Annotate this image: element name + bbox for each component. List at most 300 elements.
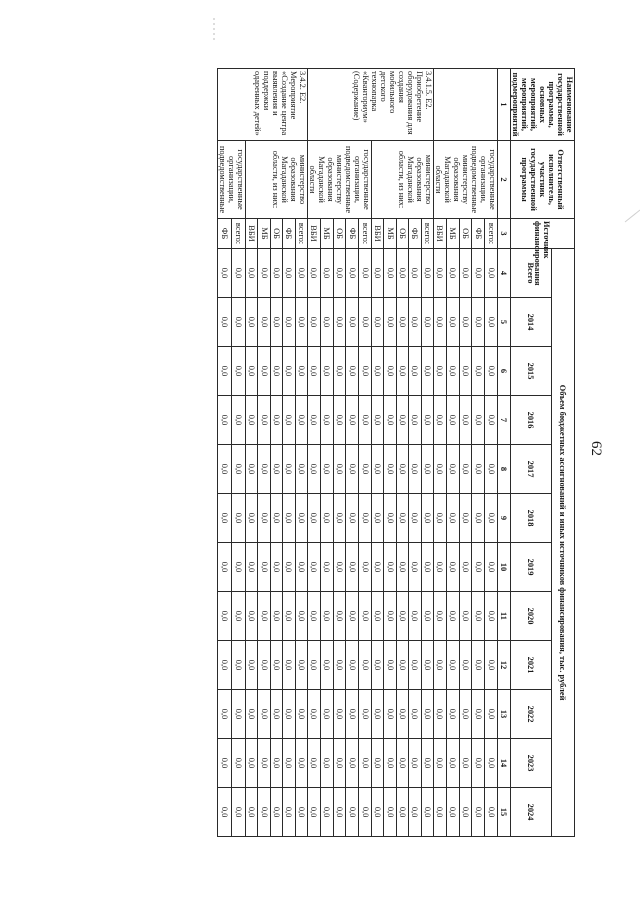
value-year: 0,0 (308, 347, 321, 396)
value-year: 0,0 (295, 347, 307, 396)
value-year: 0,0 (372, 641, 384, 690)
value-year: 0,0 (295, 641, 307, 690)
value-year: 0,0 (308, 788, 321, 837)
funding-source: ФБ (218, 219, 232, 249)
value-year: 0,0 (434, 396, 447, 445)
value-year: 0,0 (246, 445, 258, 494)
value-year: 0,0 (459, 445, 472, 494)
value-year: 0,0 (409, 494, 421, 543)
value-year: 0,0 (359, 641, 372, 690)
value-year: 0,0 (372, 788, 384, 837)
value-year: 0,0 (446, 396, 459, 445)
header-year-2022: 2022 (511, 690, 552, 739)
responsible-executor: государственные организации, подведомственные министерству образования Магаданской области (308, 141, 372, 219)
budget-allocation-table (217, 68, 575, 837)
value-year: 0,0 (459, 347, 472, 396)
value-year: 0,0 (446, 641, 459, 690)
value-year: 0,0 (283, 592, 295, 641)
value-year: 0,0 (258, 641, 270, 690)
column-number: 3 (498, 219, 511, 249)
value-year: 0,0 (320, 494, 333, 543)
funding-source: ФБ (472, 219, 485, 249)
value-total: 0,0 (421, 249, 433, 298)
value-year: 0,0 (270, 543, 282, 592)
header-year-2023: 2023 (511, 739, 552, 788)
value-year: 0,0 (409, 788, 421, 837)
value-year: 0,0 (320, 641, 333, 690)
funding-source: МБ (384, 219, 396, 249)
activity-name: 3.4.1.5. Е2. Приобретение оборудования для создания мобильного детского технопарка «Кванториум» (Содержание) (308, 69, 434, 141)
value-year: 0,0 (258, 494, 270, 543)
value-year: 0,0 (246, 298, 258, 347)
value-year: 0,0 (434, 592, 447, 641)
value-year: 0,0 (258, 445, 270, 494)
value-year: 0,0 (472, 298, 485, 347)
value-year: 0,0 (384, 445, 396, 494)
value-year: 0,0 (320, 298, 333, 347)
value-year: 0,0 (384, 298, 396, 347)
funding-source: ОБ (333, 219, 346, 249)
responsible-executor: государственные организации, подведомственные (218, 141, 246, 219)
value-year: 0,0 (396, 494, 408, 543)
value-year: 0,0 (270, 641, 282, 690)
value-total: 0,0 (320, 249, 333, 298)
value-year: 0,0 (421, 641, 433, 690)
value-year: 0,0 (359, 494, 372, 543)
value-year: 0,0 (359, 543, 372, 592)
value-year: 0,0 (308, 298, 321, 347)
value-year: 0,0 (384, 543, 396, 592)
value-year: 0,0 (421, 690, 433, 739)
value-year: 0,0 (283, 543, 295, 592)
value-year: 0,0 (283, 690, 295, 739)
value-year: 0,0 (446, 690, 459, 739)
value-year: 0,0 (308, 690, 321, 739)
value-total: 0,0 (384, 249, 396, 298)
value-year: 0,0 (396, 788, 408, 837)
value-year: 0,0 (333, 494, 346, 543)
value-year: 0,0 (258, 690, 270, 739)
value-year: 0,0 (409, 396, 421, 445)
value-total: 0,0 (308, 249, 321, 298)
funding-source: МБ (258, 219, 270, 249)
value-year: 0,0 (320, 739, 333, 788)
value-year: 0,0 (485, 298, 498, 347)
responsible-executor: государственные организации, подведомственные министерству образования Магаданской области (434, 141, 498, 219)
value-year: 0,0 (359, 347, 372, 396)
value-year: 0,0 (246, 347, 258, 396)
funding-source: всего: (359, 219, 372, 249)
funding-source: ВБИ (434, 219, 447, 249)
value-year: 0,0 (346, 445, 359, 494)
funding-source: МБ (320, 219, 333, 249)
value-year: 0,0 (372, 592, 384, 641)
value-year: 0,0 (270, 494, 282, 543)
value-year: 0,0 (396, 690, 408, 739)
value-year: 0,0 (246, 494, 258, 543)
value-total: 0,0 (372, 249, 384, 298)
value-year: 0,0 (246, 690, 258, 739)
value-year: 0,0 (308, 396, 321, 445)
header-year-2018: 2018 (511, 494, 552, 543)
value-year: 0,0 (409, 543, 421, 592)
value-year: 0,0 (384, 690, 396, 739)
funding-source: ФБ (409, 219, 421, 249)
column-numbers-row (498, 69, 511, 837)
value-year: 0,0 (384, 788, 396, 837)
value-year: 0,0 (446, 298, 459, 347)
value-total: 0,0 (295, 249, 307, 298)
value-total: 0,0 (346, 249, 359, 298)
value-year: 0,0 (232, 494, 246, 543)
value-year: 0,0 (308, 494, 321, 543)
value-year: 0,0 (396, 543, 408, 592)
value-year: 0,0 (270, 739, 282, 788)
value-year: 0,0 (283, 494, 295, 543)
value-year: 0,0 (308, 543, 321, 592)
value-year: 0,0 (283, 298, 295, 347)
value-year: 0,0 (409, 739, 421, 788)
header-year-2014: 2014 (511, 298, 552, 347)
value-year: 0,0 (372, 739, 384, 788)
value-year: 0,0 (446, 543, 459, 592)
value-year: 0,0 (485, 396, 498, 445)
value-year: 0,0 (372, 396, 384, 445)
value-year: 0,0 (409, 445, 421, 494)
value-year: 0,0 (472, 543, 485, 592)
value-year: 0,0 (346, 543, 359, 592)
funding-source: всего: (485, 219, 498, 249)
value-total: 0,0 (434, 249, 447, 298)
header-responsible: Ответственный исполнитель, участник государственной программы (511, 141, 575, 219)
value-year: 0,0 (258, 739, 270, 788)
value-year: 0,0 (434, 298, 447, 347)
value-year: 0,0 (346, 641, 359, 690)
table-row (359, 69, 372, 837)
value-year: 0,0 (372, 298, 384, 347)
value-year: 0,0 (459, 592, 472, 641)
value-year: 0,0 (346, 592, 359, 641)
value-year: 0,0 (246, 788, 258, 837)
value-year: 0,0 (333, 592, 346, 641)
value-year: 0,0 (459, 298, 472, 347)
value-year: 0,0 (434, 543, 447, 592)
value-year: 0,0 (384, 494, 396, 543)
table-row (232, 69, 246, 837)
value-year: 0,0 (472, 396, 485, 445)
value-year: 0,0 (421, 592, 433, 641)
value-year: 0,0 (421, 445, 433, 494)
value-year: 0,0 (346, 347, 359, 396)
funding-source: ВБИ (308, 219, 321, 249)
value-year: 0,0 (320, 543, 333, 592)
value-total: 0,0 (218, 249, 232, 298)
value-year: 0,0 (434, 347, 447, 396)
header-year-2017: 2017 (511, 445, 552, 494)
column-number: 7 (498, 396, 511, 445)
column-number: 9 (498, 494, 511, 543)
value-year: 0,0 (472, 690, 485, 739)
value-year: 0,0 (320, 347, 333, 396)
value-year: 0,0 (359, 739, 372, 788)
value-year: 0,0 (472, 641, 485, 690)
value-year: 0,0 (232, 592, 246, 641)
value-year: 0,0 (218, 739, 232, 788)
value-year: 0,0 (396, 445, 408, 494)
value-year: 0,0 (258, 298, 270, 347)
value-total: 0,0 (283, 249, 295, 298)
value-year: 0,0 (485, 592, 498, 641)
value-year: 0,0 (359, 592, 372, 641)
funding-source: всего: (421, 219, 433, 249)
funding-source: ФБ (346, 219, 359, 249)
header-year-2019: 2019 (511, 543, 552, 592)
value-year: 0,0 (421, 396, 433, 445)
value-year: 0,0 (384, 641, 396, 690)
value-year: 0,0 (333, 641, 346, 690)
value-year: 0,0 (246, 641, 258, 690)
table-row (295, 69, 307, 837)
header-total: Всего (511, 249, 552, 298)
value-total: 0,0 (472, 249, 485, 298)
value-year: 0,0 (320, 396, 333, 445)
column-number: 13 (498, 690, 511, 739)
value-year: 0,0 (258, 543, 270, 592)
page-number: 62 (588, 441, 604, 456)
responsible-executor: министерство образования Магаданской области, из них: (372, 141, 434, 219)
value-year: 0,0 (270, 445, 282, 494)
value-year: 0,0 (346, 494, 359, 543)
value-year: 0,0 (346, 739, 359, 788)
value-year: 0,0 (270, 396, 282, 445)
value-year: 0,0 (485, 543, 498, 592)
funding-source: ОБ (396, 219, 408, 249)
value-year: 0,0 (346, 396, 359, 445)
value-year: 0,0 (333, 396, 346, 445)
value-year: 0,0 (359, 788, 372, 837)
value-year: 0,0 (372, 347, 384, 396)
value-year: 0,0 (384, 739, 396, 788)
value-year: 0,0 (218, 690, 232, 739)
value-year: 0,0 (359, 298, 372, 347)
value-year: 0,0 (246, 739, 258, 788)
column-number: 8 (498, 445, 511, 494)
value-year: 0,0 (472, 739, 485, 788)
value-year: 0,0 (232, 543, 246, 592)
value-year: 0,0 (434, 641, 447, 690)
value-year: 0,0 (308, 739, 321, 788)
value-year: 0,0 (446, 494, 459, 543)
table-row (485, 69, 498, 837)
value-year: 0,0 (218, 445, 232, 494)
value-year: 0,0 (333, 690, 346, 739)
header-row (552, 69, 575, 837)
funding-source: ФБ (283, 219, 295, 249)
column-number: 10 (498, 543, 511, 592)
value-year: 0,0 (485, 788, 498, 837)
value-year: 0,0 (421, 347, 433, 396)
value-total: 0,0 (246, 249, 258, 298)
value-year: 0,0 (472, 788, 485, 837)
value-total: 0,0 (409, 249, 421, 298)
value-year: 0,0 (409, 347, 421, 396)
value-year: 0,0 (446, 347, 459, 396)
value-year: 0,0 (218, 494, 232, 543)
value-year: 0,0 (472, 592, 485, 641)
value-total: 0,0 (396, 249, 408, 298)
value-year: 0,0 (459, 788, 472, 837)
funding-source: ОБ (459, 219, 472, 249)
value-year: 0,0 (258, 396, 270, 445)
value-total: 0,0 (459, 249, 472, 298)
funding-source: ОБ (270, 219, 282, 249)
value-year: 0,0 (409, 641, 421, 690)
value-year: 0,0 (434, 494, 447, 543)
value-year: 0,0 (446, 445, 459, 494)
value-year: 0,0 (232, 347, 246, 396)
value-year: 0,0 (396, 739, 408, 788)
value-year: 0,0 (270, 347, 282, 396)
value-year: 0,0 (384, 347, 396, 396)
value-year: 0,0 (396, 641, 408, 690)
value-year: 0,0 (246, 396, 258, 445)
value-year: 0,0 (446, 592, 459, 641)
value-year: 0,0 (372, 690, 384, 739)
value-year: 0,0 (346, 298, 359, 347)
value-year: 0,0 (283, 788, 295, 837)
value-year: 0,0 (320, 445, 333, 494)
column-number: 4 (498, 249, 511, 298)
value-year: 0,0 (409, 690, 421, 739)
value-year: 0,0 (218, 543, 232, 592)
header-year-2020: 2020 (511, 592, 552, 641)
value-year: 0,0 (270, 690, 282, 739)
value-year: 0,0 (372, 445, 384, 494)
column-number: 5 (498, 298, 511, 347)
value-year: 0,0 (472, 347, 485, 396)
value-year: 0,0 (295, 739, 307, 788)
value-year: 0,0 (459, 641, 472, 690)
value-year: 0,0 (396, 592, 408, 641)
value-year: 0,0 (218, 396, 232, 445)
value-year: 0,0 (396, 298, 408, 347)
value-year: 0,0 (232, 739, 246, 788)
value-year: 0,0 (218, 641, 232, 690)
value-year: 0,0 (232, 298, 246, 347)
value-year: 0,0 (472, 494, 485, 543)
value-year: 0,0 (421, 788, 433, 837)
value-year: 0,0 (485, 347, 498, 396)
value-year: 0,0 (295, 494, 307, 543)
value-year: 0,0 (372, 543, 384, 592)
header-name: Наименование государственной программы, основных мероприятий, мероприятий, подмероприятий (511, 69, 575, 141)
value-year: 0,0 (446, 788, 459, 837)
value-total: 0,0 (258, 249, 270, 298)
value-year: 0,0 (232, 445, 246, 494)
funding-source: ВБИ (246, 219, 258, 249)
value-year: 0,0 (270, 592, 282, 641)
value-year: 0,0 (346, 690, 359, 739)
value-year: 0,0 (308, 445, 321, 494)
column-number: 2 (498, 141, 511, 219)
value-year: 0,0 (421, 739, 433, 788)
value-year: 0,0 (246, 592, 258, 641)
table-row (421, 69, 433, 837)
header-year-2015: 2015 (511, 347, 552, 396)
header-volume-title: Объем бюджетных ассигнований и иных источников финансирования, тыс. рублей (552, 249, 575, 837)
value-year: 0,0 (283, 396, 295, 445)
value-total: 0,0 (485, 249, 498, 298)
funding-source: ВБИ (372, 219, 384, 249)
value-year: 0,0 (283, 739, 295, 788)
value-year: 0,0 (485, 739, 498, 788)
value-total: 0,0 (359, 249, 372, 298)
value-year: 0,0 (295, 298, 307, 347)
value-year: 0,0 (333, 445, 346, 494)
value-year: 0,0 (459, 690, 472, 739)
value-year: 0,0 (333, 543, 346, 592)
value-total: 0,0 (232, 249, 246, 298)
column-number: 14 (498, 739, 511, 788)
value-year: 0,0 (258, 592, 270, 641)
value-year: 0,0 (333, 739, 346, 788)
value-year: 0,0 (346, 788, 359, 837)
value-year: 0,0 (372, 494, 384, 543)
value-year: 0,0 (218, 592, 232, 641)
value-year: 0,0 (218, 347, 232, 396)
value-year: 0,0 (333, 788, 346, 837)
column-number: 1 (498, 69, 511, 141)
value-year: 0,0 (421, 298, 433, 347)
value-year: 0,0 (472, 445, 485, 494)
value-year: 0,0 (232, 690, 246, 739)
value-year: 0,0 (434, 739, 447, 788)
value-year: 0,0 (459, 543, 472, 592)
value-year: 0,0 (270, 298, 282, 347)
value-year: 0,0 (421, 494, 433, 543)
value-year: 0,0 (459, 494, 472, 543)
value-year: 0,0 (320, 788, 333, 837)
value-year: 0,0 (295, 445, 307, 494)
value-year: 0,0 (384, 396, 396, 445)
funding-source: всего: (232, 219, 246, 249)
value-year: 0,0 (421, 543, 433, 592)
value-year: 0,0 (459, 396, 472, 445)
value-year: 0,0 (409, 298, 421, 347)
value-year: 0,0 (459, 739, 472, 788)
value-year: 0,0 (485, 494, 498, 543)
value-year: 0,0 (258, 788, 270, 837)
value-year: 0,0 (384, 592, 396, 641)
value-year: 0,0 (246, 543, 258, 592)
activity-name: 3.4.2. Е2. Мероприятие «Создание центра выявления и поддержки одаренных детей» (218, 69, 308, 141)
value-year: 0,0 (434, 445, 447, 494)
value-year: 0,0 (232, 788, 246, 837)
value-year: 0,0 (283, 347, 295, 396)
header-source: Источник финансирования (511, 219, 575, 249)
value-year: 0,0 (258, 347, 270, 396)
value-year: 0,0 (283, 445, 295, 494)
value-year: 0,0 (320, 592, 333, 641)
activity-name (434, 69, 498, 141)
header-year-2021: 2021 (511, 641, 552, 690)
funding-source: всего: (295, 219, 307, 249)
rotated-table-container (65, 68, 575, 836)
value-year: 0,0 (396, 396, 408, 445)
funding-source: МБ (446, 219, 459, 249)
value-year: 0,0 (396, 347, 408, 396)
value-year: 0,0 (308, 592, 321, 641)
